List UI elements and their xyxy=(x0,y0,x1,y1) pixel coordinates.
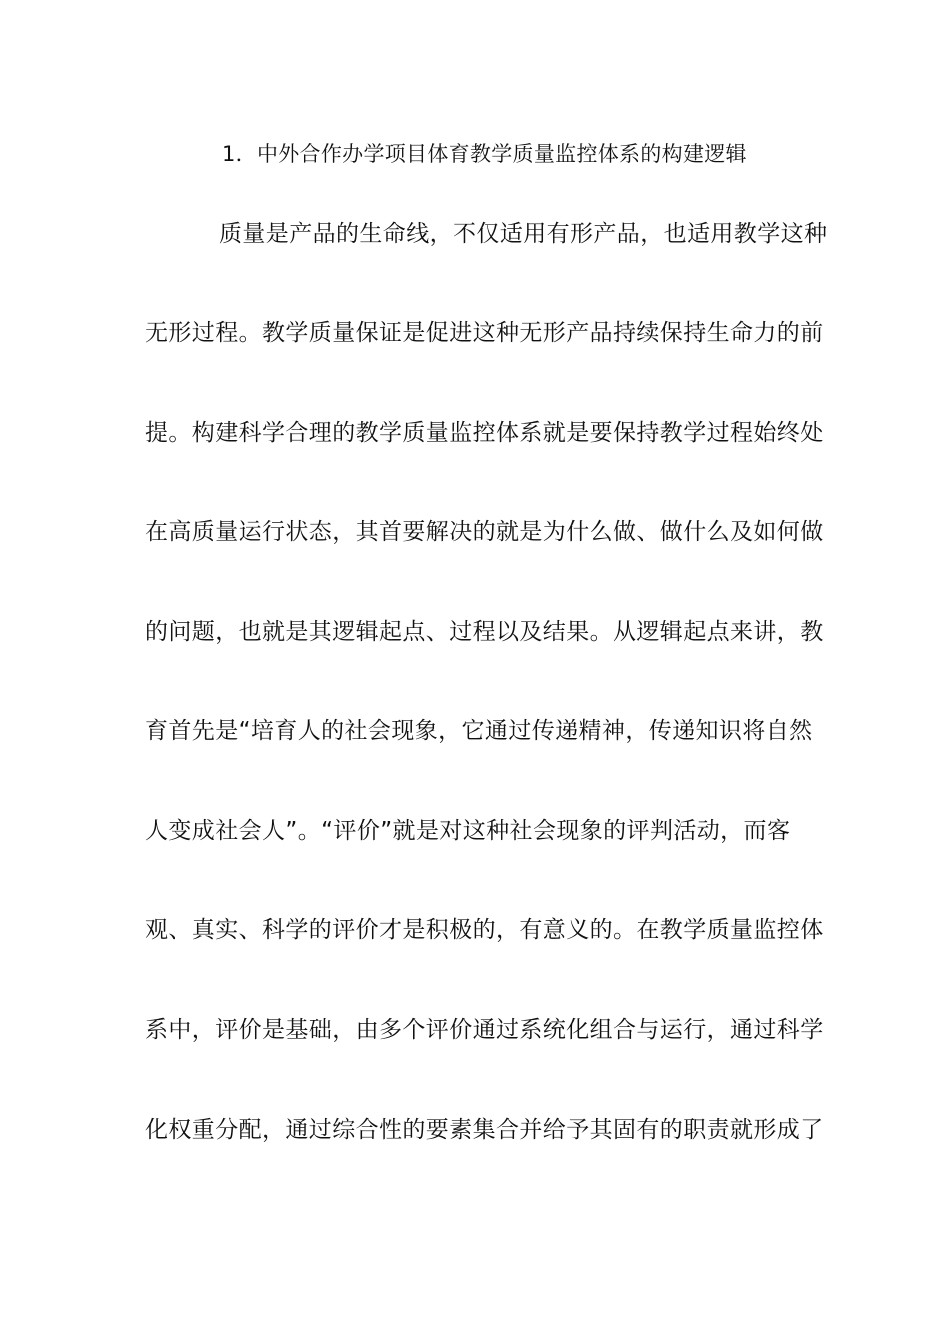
paragraph-line: 提。构建科学合理的教学质量监控体系就是要保持教学过程始终处 xyxy=(145,420,824,446)
paragraph-line: 系中，评价是基础，由多个评价通过系统化组合与运行，通过科学 xyxy=(145,1017,824,1043)
paragraph-line: 质量是产品的生命线，不仅适用有形产品，也适用教学这种 xyxy=(219,221,828,247)
paragraph-line: 在高质量运行状态，其首要解决的就是为什么做、做什么及如何做 xyxy=(145,519,824,545)
paragraph-line: 无形过程。教学质量保证是促进这种无形产品持续保持生命力的前 xyxy=(145,320,824,346)
section-heading: 1．中外合作办学项目体育教学质量监控体系的构建逻辑 xyxy=(222,142,747,166)
paragraph-line: 观、真实、科学的评价才是积极的，有意义的。在教学质量监控体 xyxy=(145,917,824,943)
paragraph-line: 人变成社会人”。“评价”就是对这种社会现象的评判活动，而客 xyxy=(145,818,791,844)
paragraph-line: 的问题，也就是其逻辑起点、过程以及结果。从逻辑起点来讲，教 xyxy=(145,619,824,645)
paragraph-line: 化权重分配，通过综合性的要素集合并给予其固有的职责就形成了 xyxy=(145,1117,824,1143)
paragraph-line: 育首先是“培育人的社会现象，它通过传递精神，传递知识将自然 xyxy=(145,718,813,744)
